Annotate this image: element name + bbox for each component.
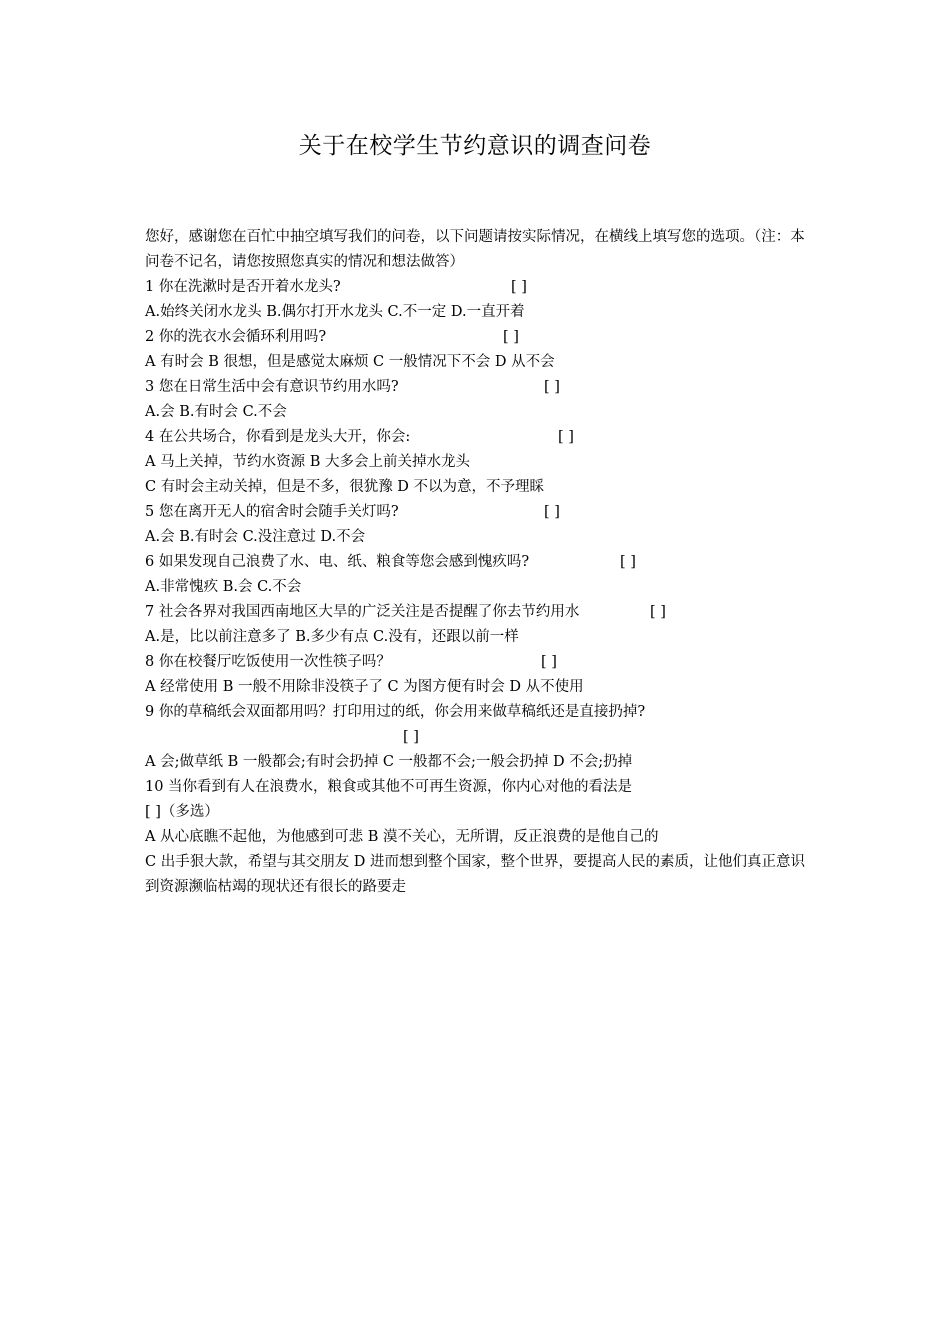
question-3-answer-bracket: [ ] <box>544 379 560 395</box>
question-9-text: 9 你的草稿纸会双面都用吗？打印用过的纸，你会用来做草稿纸还是直接扔掉? <box>145 704 646 720</box>
question-8 <box>145 650 815 675</box>
question-1-text: 1 你在洗漱时是否开着水龙头? <box>145 279 341 295</box>
question-3-options: A.会 B.有时会 C.不会 <box>145 404 287 420</box>
question-1-answer-bracket: [ ] <box>511 279 527 295</box>
question-5-text: 5 您在离开无人的宿舍时会随手关灯吗? <box>145 504 399 520</box>
question-1 <box>145 275 815 300</box>
question-3-text: 3 您在日常生活中会有意识节约用水吗? <box>145 379 399 395</box>
question-2-text: 2 你的洗衣水会循环利用吗? <box>145 329 327 345</box>
question-2 <box>145 325 815 350</box>
question-6-answer-bracket: [ ] <box>620 554 636 570</box>
question-8-options: A 经常使用 B 一般不用除非没筷子了 C 为图方便有时会 D 从不使用 <box>145 679 584 695</box>
question-10-text: 10 当你看到有人在浪费水，粮食或其他不可再生资源，你内心对他的看法是 <box>145 779 633 795</box>
question-10-answer-bracket: [ ]（多选） <box>145 804 219 820</box>
question-9-answer-bracket: [ ] <box>403 729 419 745</box>
question-4-text: 4 在公共场合，你看到是龙头大开，你会: <box>145 429 411 445</box>
question-5-answer-bracket: [ ] <box>544 504 560 520</box>
question-6 <box>145 550 815 575</box>
question-10-options-line-2: C 出手狠大款，希望与其交朋友 D 进而想到整个国家，整个世界，要提高人民的素质，让他们真正意识到资源濒临枯竭的现状还有很长的路要走 <box>145 854 806 895</box>
questionnaire-body <box>145 225 815 900</box>
question-6-options: A.非常愧疚 B.会 C.不会 <box>145 579 302 595</box>
question-2-options: A 有时会 B 很想，但是感觉太麻烦 C 一般情况下不会 D 从不会 <box>145 354 555 370</box>
document-title: 关于在校学生节约意识的调查问卷 <box>298 133 652 159</box>
question-7-text: 7 社会各界对我国西南地区大旱的广泛关注是否提醒了你去节约用水 <box>145 604 580 620</box>
question-5 <box>145 500 815 525</box>
question-8-text: 8 你在校餐厅吃饭使用一次性筷子吗？ <box>145 654 391 670</box>
question-7-answer-bracket: [ ] <box>650 604 666 620</box>
question-10 <box>145 775 815 800</box>
question-4 <box>145 425 815 450</box>
question-1-options: A.始终关闭水龙头 B.偶尔打开水龙头 C.不一定 D.一直开着 <box>145 304 525 320</box>
question-10-options-line-1: A 从心底瞧不起他，为他感到可悲 B 漠不关心，无所谓，反正浪费的是他自己的 <box>145 829 659 845</box>
question-5-options: A.会 B.有时会 C.没注意过 D.不会 <box>145 529 366 545</box>
question-7-options: A.是，比以前注意多了 B.多少有点 C.没有，还跟以前一样 <box>145 629 519 645</box>
question-9 <box>145 700 815 725</box>
question-8-answer-bracket: [ ] <box>541 654 557 670</box>
question-6-text: 6 如果发现自己浪费了水、电、纸、粮食等您会感到愧疚吗? <box>145 554 530 570</box>
intro-paragraph: 您好，感谢您在百忙中抽空填写我们的问卷，以下问题请按实际情况，在横线上填写您的选项。（注：本问卷不记名，请您按照您真实的情况和想法做答） <box>145 229 805 270</box>
question-2-answer-bracket: [ ] <box>503 329 519 345</box>
question-3 <box>145 375 815 400</box>
question-7 <box>145 600 815 625</box>
question-4-answer-bracket: [ ] <box>558 429 574 445</box>
question-4-options-line-1: A 马上关掉，节约水资源 B 大多会上前关掉水龙头 <box>145 454 470 470</box>
question-4-options-line-2: C 有时会主动关掉，但是不多，很犹豫 D 不以为意，不予理睬 <box>145 479 545 495</box>
question-9-options: A 会;做草纸 B 一般都会;有时会扔掉 C 一般都不会;一般会扔掉 D 不会;扔掉 <box>145 754 633 770</box>
